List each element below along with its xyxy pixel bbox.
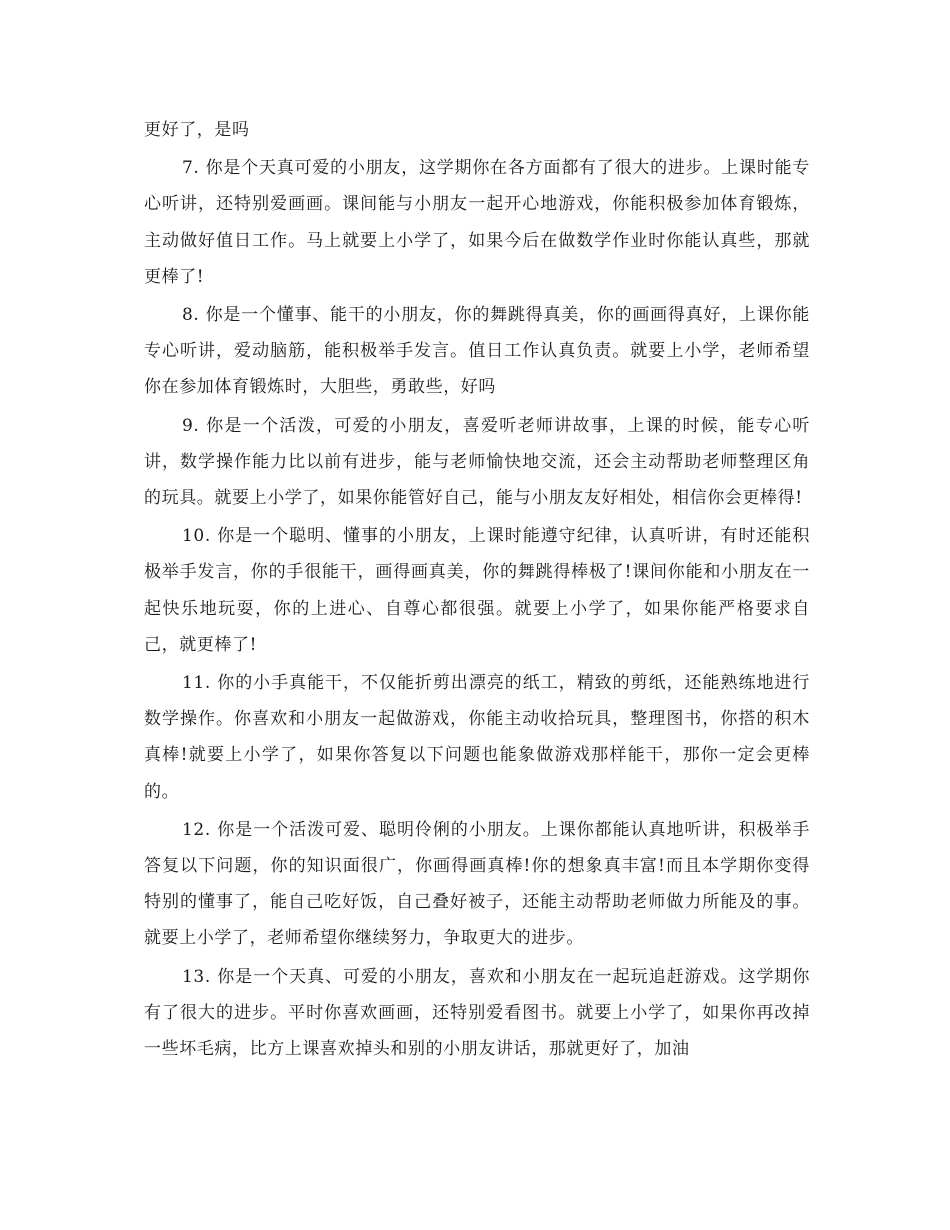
- comment-item-11: 11. 你的小手真能干，不仅能折剪出漂亮的纸工，精致的剪纸，还能熟练地进行数学操作。你喜欢和小朋友一起做游戏，你能主动收拾玩具，整理图书，你搭的积木真棒!就要上小学了，如果你答复以下问题也能象做游戏那样能干，那你一定会更棒的。: [144, 673, 810, 802]
- document-body: [144, 112, 810, 1069]
- comment-item-10: 10. 你是一个聪明、懂事的小朋友，上课时能遵守纪律，认真听讲，有时还能积极举手发言，你的手很能干，画得画真美，你的舞跳得棒极了!课间你能和小朋友在一起快乐地玩耍，你的上进心、自尊心都很强。就要上小学了，如果你能严格要求自己，就更棒了!: [144, 526, 810, 655]
- comment-item-9: 9. 你是一个活泼，可爱的小朋友，喜爱听老师讲故事，上课的时候，能专心听讲，数学操作能力比以前有进步，能与老师愉快地交流，还会主动帮助老师整理区角的玩具。就要上小学了，如果你能管好自己，能与小朋友友好相处，相信你会更棒得!: [144, 415, 810, 509]
- comment-item-8: 8. 你是一个懂事、能干的小朋友，你的舞跳得真美，你的画画得真好，上课你能专心听讲，爱动脑筋，能积极举手发言。值日工作认真负责。就要上小学，老师希望你在参加体育锻炼时，大胆些，勇敢些，好吗: [144, 305, 810, 398]
- comment-item-12: 12. 你是一个活泼可爱、聪明伶俐的小朋友。上课你都能认真地听讲，积极举手答复以下问题，你的知识面很广，你画得画真棒!你的想象真丰富!而且本学期你变得特别的懂事了，能自己吃好饭，自己叠好被子，还能主动帮助老师做力所能及的事。就要上小学了，老师希望你继续努力，争取更大的进步。: [144, 819, 810, 949]
- comment-item-7: 7. 你是个天真可爱的小朋友，这学期你在各方面都有了很大的进步。上课时能专心听讲，还特别爱画画。课间能与小朋友一起开心地游戏，你能积极参加体育锻炼，主动做好值日工作。马上就要上小学了，如果今后在做数学作业时你能认真些，那就更棒了!: [144, 158, 810, 287]
- comment-item-13: 13. 你是一个天真、可爱的小朋友，喜欢和小朋友在一起玩追赶游戏。这学期你有了很大的进步。平时你喜欢画画，还特别爱看图书。就要上小学了，如果你再改掉一些坏毛病，比方上课喜欢掉头和别的小朋友讲话，那就更好了，加油: [144, 966, 810, 1060]
- paragraph-continuation: 更好了，是吗: [144, 120, 250, 140]
